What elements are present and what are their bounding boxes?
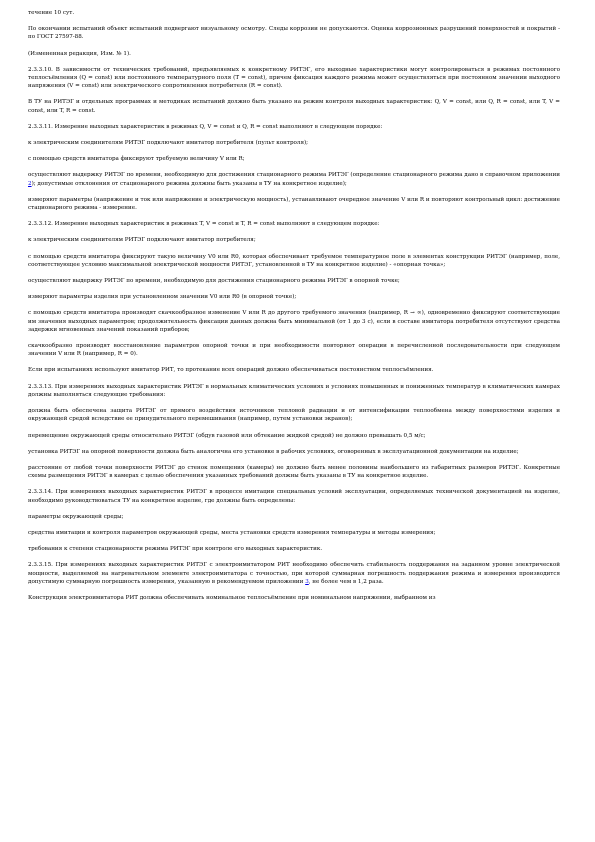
- paragraph: 2.3.3.12. Измерение выходных характеристик в режимах T, V = const и T, R = const выполняют в следующем порядке:: [28, 221, 380, 228]
- paragraph: перемещение окружающей среды относительно РИТЭГ (обдув газовой или обтекание жидкой средой) не должно превышать 0,5 м/с;: [28, 432, 426, 439]
- paragraph: к электрическим соединителям РИТЭГ подключают имитатор потребителя;: [28, 237, 256, 244]
- paragraph: По окончании испытаний объект испытаний подвергают визуальному осмотру. Следы коррозии не допускаются. Оценка коррозионных разрушений поверхностей и покрытий - по ГОСТ 27597-88.: [28, 26, 560, 41]
- paragraph-with-link: осуществляют выдержку РИТЭГ по времени, необходимую для достижения стационарного режима РИТЭГ (определение стационарного режима дано в справочном приложении 2); допустимые отклонения от стационарного режима должны быть указаны в ТУ на конкретное изделие);: [28, 172, 560, 187]
- paragraph: требования к степени стационарности режима РИТЭГ при контроле его выходных характеристик.: [28, 546, 323, 553]
- paragraph: В ТУ на РИТЭГ и отдельных программах и методиках испытаний должно быть указано на режим контроля выходных характеристик: Q, V = const, или Q, R = const, или T, V = const, или T, R = const.: [28, 99, 560, 114]
- paragraph: с помощью средств имитатора производят скачкообразное изменение V или R до другого требуемого значения (например, R → ∞), одновременно фиксируют соответствующие им значения выходных параметров; продолжительность фиксации данных должна быть минимальной (от 1 до 3 с), если в составе имитатора потребителя отсутствуют средства задержки мгновенных значений показаний приборов;: [28, 310, 560, 333]
- paragraph: расстояние от любой точки поверхности РИТЭГ до стенок помещения (камеры) не должно быть менее половины наибольшего из габаритных размеров РИТЭГ. Конкретные схемы размещения РИТЭГ в камерах с целью обеспечения указанных требований должны быть указаны в ТУ на конкретное изделие.: [28, 464, 560, 480]
- paragraph: 2.3.3.11. Измерение выходных характеристик в режимах Q, V = const и Q, R = const выполняют в следующем порядке:: [28, 123, 383, 130]
- appendix-link[interactable]: 3: [305, 578, 309, 585]
- paragraph: измеряют параметры изделия при установленном значении V0 или R0 (в опорной точке);: [28, 294, 297, 301]
- paragraph: параметры окружающей среды;: [28, 513, 124, 520]
- paragraph: осуществляют выдержку РИТЭГ по времени, необходимую для достижения стационарного режима РИТЭГ в опорной точке;: [28, 278, 400, 285]
- paragraph: Конструкция электроимитатора РИТ должна обеспечивать номинальное теплосъёмление при номинальном напряжении, выбранном из: [28, 594, 436, 601]
- paragraph: Если при испытаниях используют имитатор РИТ, то протекание всех операций должно обеспечиваться постоянством теплосъёмления.: [28, 367, 434, 374]
- paragraph: с помощью средств имитатора фиксируют такую величину V0 или R0, которая обеспечивает требуемое температурное поле в элементах конструкции РИТЭГ (например, поле, соответствующее условию максимальной электрической мощности РИТЭГ, установленной в ТУ на конкретное изделие) - «опорная точка»;: [28, 253, 560, 268]
- paragraph: 2.3.3.13. При измерениях выходных характеристик РИТЭГ в нормальных климатических условиях и условиях повышенных и пониженных температур в климатических камерах должны выполняться следующие требования:: [28, 383, 560, 398]
- appendix-link[interactable]: 2: [28, 180, 32, 187]
- paragraph: течение 10 сут.: [28, 10, 75, 16]
- paragraph: измеряют параметры (напряжение и ток или напряжение и электрическую мощность), устанавливают очередное значение V или R и повторяют контрольный цикл: достижение стационарного режима - измерение.: [28, 196, 560, 212]
- paragraph: (Измененная редакция, Изм. № 1).: [28, 50, 131, 57]
- paragraph: установка РИТЭГ на опорной поверхности должна быть аналогична его установке в рабочих условиях, оговоренных в эксплуатационной документации на изделие;: [28, 448, 519, 455]
- paragraph: средства имитации и контроля параметров окружающей среды, места установки средств измерения температуры и методы измерения;: [28, 529, 436, 536]
- paragraph-with-link: 2.3.3.15. При измерениях выходных характеристик РИТЭГ с электроимитатором РИТ необходимо обеспечить стабильность поддержания на заданном уровне электрической мощности, выделяемой на нагревательном элементе электроимитатора с точностью, при которой суммарная погрешность поддержания режима и измерения производится допустимую суммарную погрешность измерения, указанную в рекомендуемом приложении 3, не более чем в 1,2 раза.: [28, 562, 560, 585]
- paragraph: к электрическим соединителям РИТЭГ подключают имитатор потребителя (пульт контроля);: [28, 140, 309, 147]
- paragraph: скачкообразно производят восстановление параметров опорной точки и при необходимости повторяют операции в перечисленной последовательности при следующем значении V или R (например, R = 0).: [28, 343, 560, 358]
- paragraph: с помощью средств имитатора фиксируют требуемую величину V или R;: [28, 156, 245, 163]
- paragraph: 2.3.3.14. При измерениях выходных характеристик РИТЭГ в процессе имитации специальных условий эксплуатации, определяемых технической документацией на изделие, необходимо руководствоваться ТУ на конкретное изделие, где должны быть определены:: [28, 489, 560, 504]
- paragraph: должна быть обеспечена защита РИТЭГ от прямого воздействия источников тепловой радиации и от интенсификации теплообмена между поверхностями изделия и окружающей средой вследствие ее принудительного перемешивания (например, путем установки экранов);: [28, 408, 560, 423]
- paragraph: 2.3.3.10. В зависимости от технических требований, предъявляемых к конкретному РИТЭГ, его выходные характеристики могут контролироваться в режимах постоянного теплосъёмления (Q = const) или постоянного температурного поля (T = const), причем фиксация каждого режима может осуществляться при постоянном значении выходного напряжения (V = const) или электрического сопротивления потребителя (R = const).: [28, 66, 560, 90]
